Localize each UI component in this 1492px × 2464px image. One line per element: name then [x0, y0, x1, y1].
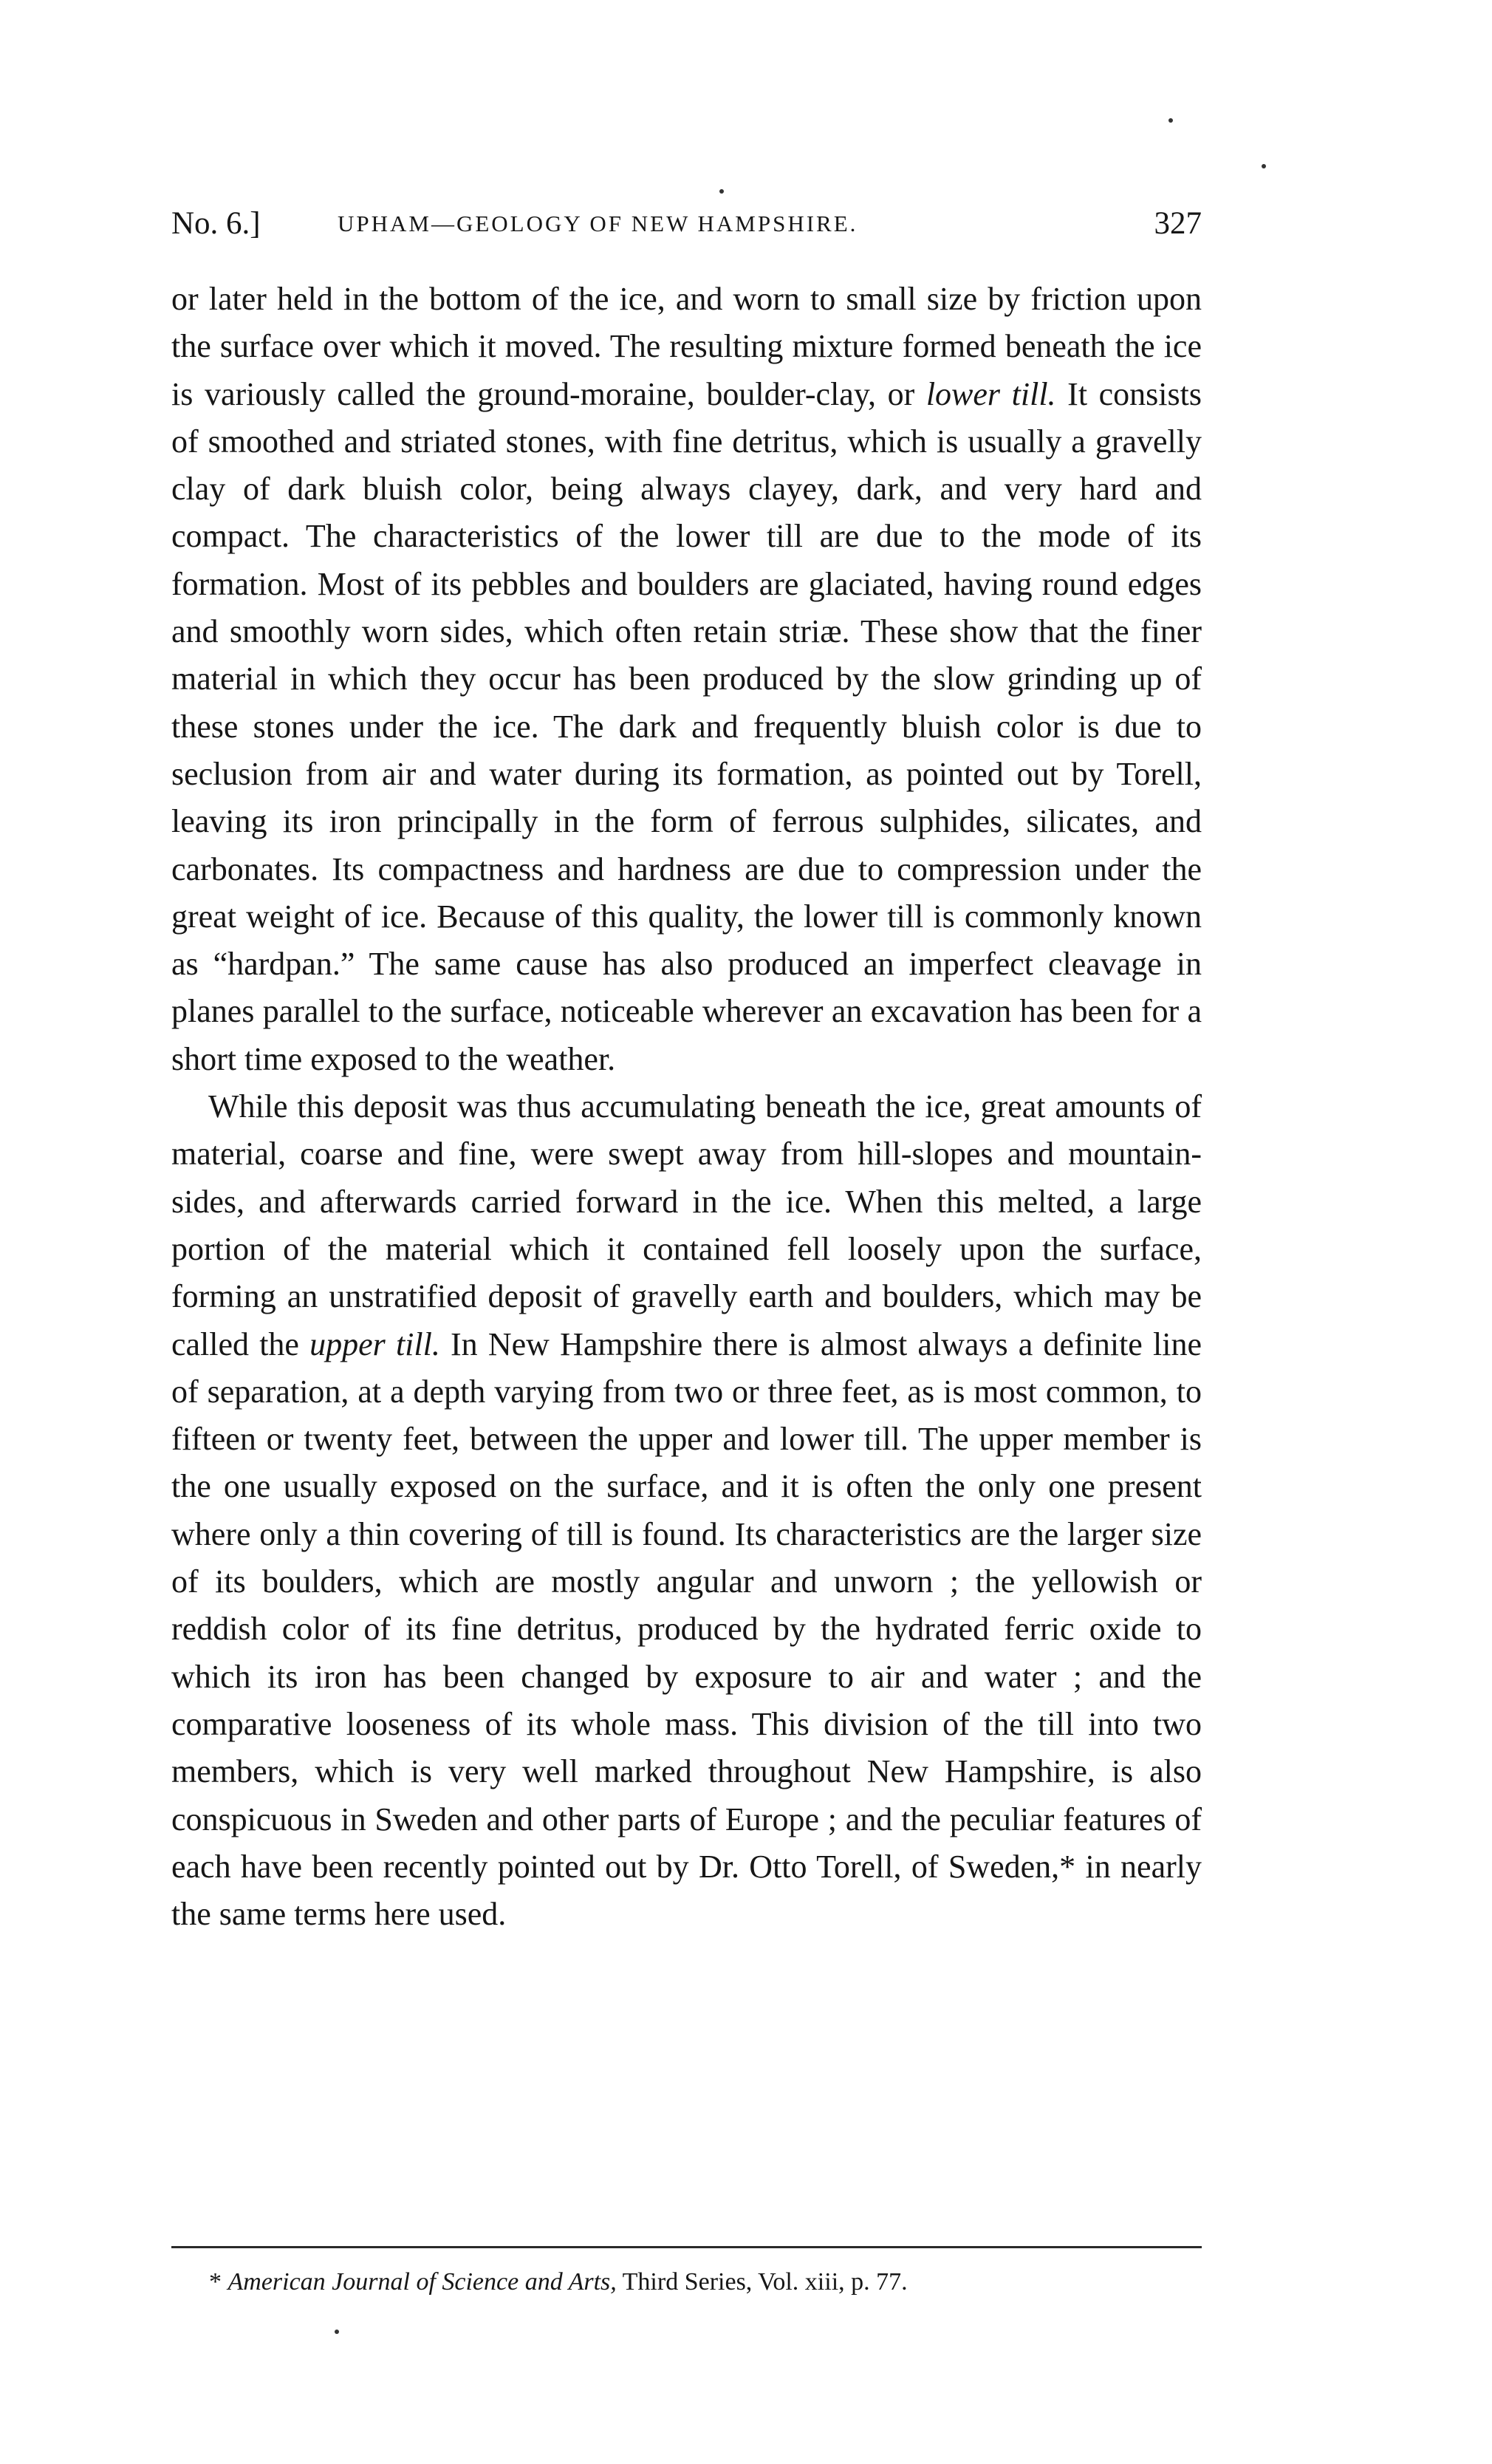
footnote-source: American Journal of Science and Arts,	[227, 2268, 617, 2296]
footnote-marker: *	[209, 2268, 222, 2296]
text-run: While this deposit was thus accumulating beneath the ice, great amounts of material, coarse and fine, were swept away from hill-slopes and mountain-sides, and afterwards carried forward in the ice. When this melted, a large portion of the material which it contained fell loosely upon the surface, forming an unstratified deposit of gravelly earth and boulders, which may be called the	[171, 1088, 1202, 1362]
issue-number: No. 6.]	[171, 206, 261, 241]
italic-term: upper till.	[309, 1325, 440, 1362]
print-speck	[335, 2330, 339, 2334]
page-number: 327	[1154, 206, 1202, 241]
footnote-rule	[171, 2246, 1202, 2248]
running-head	[171, 198, 1202, 250]
paragraph	[171, 276, 1202, 1083]
italic-term: lower till.	[925, 375, 1056, 412]
text-run: It consists of smoothed and striated stones, with fine detritus, which is usually a gravelly clay of dark bluish color, being always clayey, dark, and very hard and compact. The characteristics of the lower till are due to the mode of its formation. Most of its pebbles and boulders are glaciated, having round edges and smoothly worn sides, which often retain striæ. These show that the finer material in which they occur has been produced by the slow grinding up of these stones under the ice. The dark and frequently bluish color is due to seclusion from air and water during its formation, as pointed out by Torell, leaving its iron principally in the form of ferrous sulphides, silicates, and carbonates. Its compactness and hardness are due to compression under the great weight of ice. Because of this quality, the lower till is commonly known as “hardpan.” The same cause has also produced an imperfect cleavage in planes parallel to the surface, noticeable wherever an excavation has been for a short time exposed to the weather.	[171, 375, 1202, 1077]
body-text	[171, 276, 1202, 1938]
print-speck	[1262, 164, 1266, 168]
print-speck	[1168, 118, 1173, 123]
running-title: UPHAM—GEOLOGY OF NEW HAMPSHIRE.	[338, 211, 858, 236]
print-speck	[719, 189, 724, 194]
text-run: or later held in the bottom of the ice, and worn to small size by friction upon the surface over which it moved. The resulting mixture formed beneath the ice is variously called the ground-moraine, boulder-clay, or	[171, 281, 1202, 412]
footnote-details: Third Series, Vol. xiii, p. 77.	[616, 2268, 908, 2296]
footnote	[209, 2263, 1202, 2301]
text-run: In New Hampshire there is almost always a definite line of separation, at a depth varying from two or three feet, as is most common, to fifteen or twenty feet, between the upper and lower till. The upper member is the one usually exposed on the surface, and it is often the only one present where only a thin covering of till is found. Its characteristics are the larger size of its boulders, which are mostly angular and unworn ; the yellowish or reddish color of its fine detritus, produced by the hydrated ferric oxide to which its iron has been changed by exposure to air and water ; and the comparative looseness of its whole mass. This division of the till into two members, which is very well marked throughout New Hampshire, is also conspicuous in Sweden and other parts of Europe ; and the peculiar features of each have been recently pointed out by Dr. Otto Torell, of Sweden,* in nearly the same terms here used.	[171, 1325, 1202, 1933]
paragraph	[171, 1083, 1202, 1938]
